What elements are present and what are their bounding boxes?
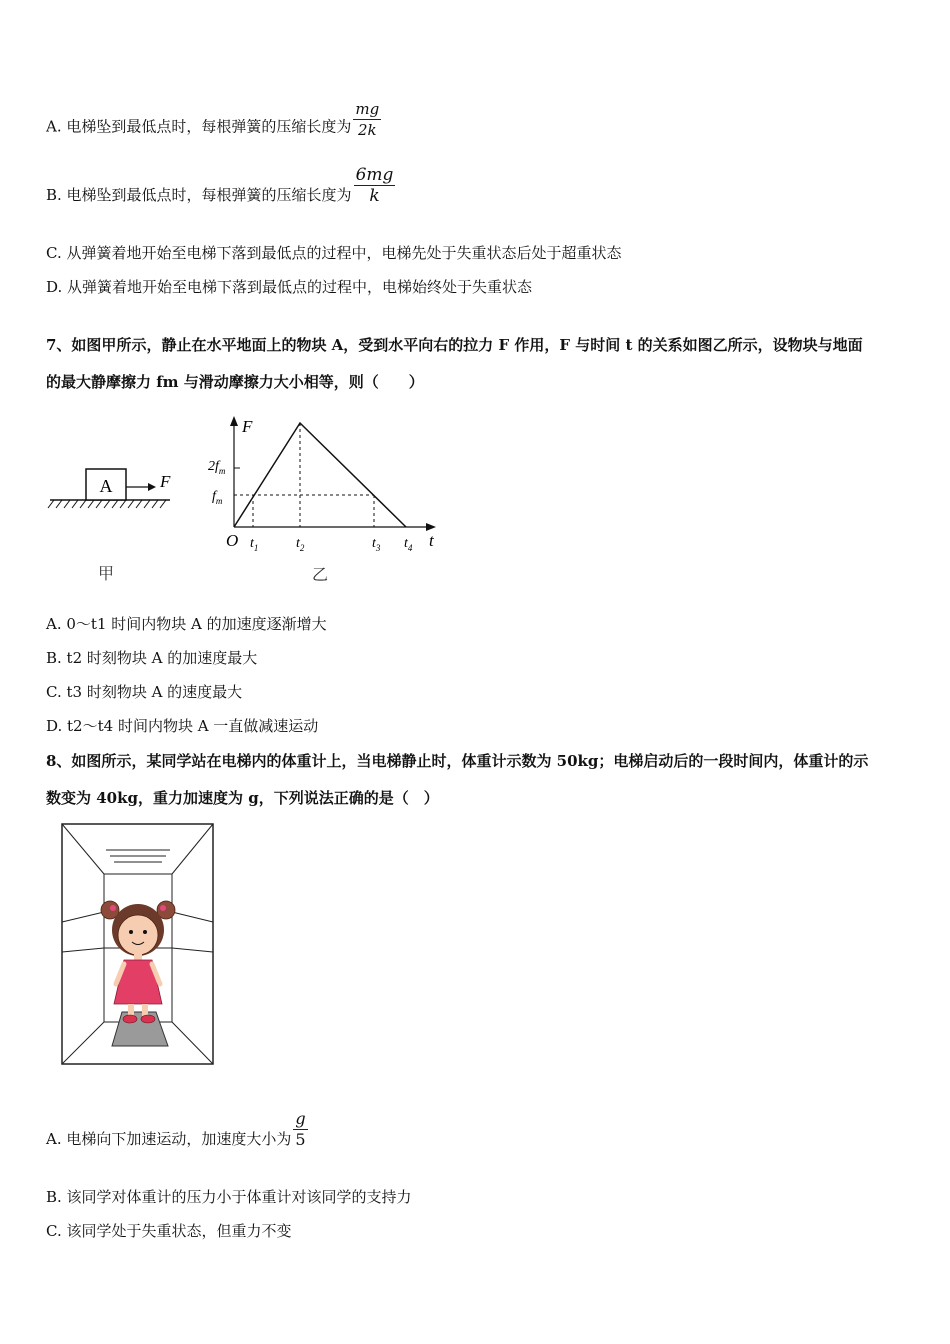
x-tick-t4: $t_4$ xyxy=(404,536,413,553)
q6-option-b xyxy=(46,164,395,206)
q6-option-a xyxy=(46,100,381,140)
fraction-denominator: 5 xyxy=(295,1129,306,1149)
fraction-numerator: 6mg xyxy=(355,164,394,185)
q8-option-c: C. 该同学处于失重状态，但重力不变 xyxy=(46,1222,292,1240)
q7-option-d: D. t2～t4 时间内物块 A 一直做减速运动 xyxy=(46,717,319,735)
block-a-label: A xyxy=(99,476,113,496)
origin-label: O xyxy=(226,531,239,550)
fraction-denominator: k xyxy=(369,185,380,206)
q7-option-a: A. 0～t1 时间内物块 A 的加速度逐渐增大 xyxy=(46,615,327,633)
fraction-numerator: g xyxy=(295,1108,306,1128)
figure-jia xyxy=(40,455,190,590)
x-axis-label: t xyxy=(429,531,434,550)
q6-option-b-text: B. 电梯坠到最低点时，每根弹簧的压缩长度为 xyxy=(46,186,352,204)
q6-option-b-fraction xyxy=(354,165,396,206)
x-tick-t1: $t_1$ xyxy=(250,536,259,553)
q8-option-a-text: A. 电梯向下加速运动，加速度大小为 xyxy=(46,1130,292,1148)
q8-option-a-fraction xyxy=(293,1109,307,1150)
figure-yi-caption: 乙 xyxy=(311,567,329,584)
q6-option-a-fraction xyxy=(353,99,381,140)
q7-option-c: C. t3 时刻物块 A 的速度最大 xyxy=(46,683,243,701)
force-label: F xyxy=(160,472,171,491)
q8-option-a xyxy=(46,1108,308,1150)
x-tick-t2: $t_2$ xyxy=(296,536,305,553)
q6-option-c: C. 从弹簧着地开始至电梯下落到最低点的过程中，电梯先处于失重状态后处于超重状态 xyxy=(46,244,622,262)
figure-jia-caption: 甲 xyxy=(97,566,115,583)
y-axis-label: F xyxy=(242,417,253,436)
q6-option-d: D. 从弹簧着地开始至电梯下落到最低点的过程中，电梯始终处于失重状态 xyxy=(46,278,533,296)
x-tick-t3: $t_3$ xyxy=(372,536,381,553)
figure-yi xyxy=(200,410,450,590)
f-t-curve xyxy=(234,423,406,527)
q6-option-a-text: A. 电梯坠到最低点时，每根弹簧的压缩长度为 xyxy=(46,117,352,136)
q7-stem-line2: 的最大静摩擦力 fm 与滑动摩擦力大小相等，则（ ） xyxy=(46,373,424,391)
q8-stem-line1: 8、如图所示，某同学站在电梯内的体重计上，当电梯静止时，体重计示数为 50kg；电梯启动后的一段时间内，体重计的示 xyxy=(46,752,869,770)
y-tick-2fm: $2f_m$ xyxy=(208,459,226,476)
fraction-denominator: 2k xyxy=(357,121,377,139)
fraction-numerator: mg xyxy=(355,100,380,118)
q8-stem-line2: 数变为 40kg，重力加速度为 g，下列说法正确的是（ ） xyxy=(46,789,439,807)
q8-option-b: B. 该同学对体重计的压力小于体重计对该同学的支持力 xyxy=(46,1188,412,1206)
y-tick-fm: $f_m$ xyxy=(212,489,223,506)
q7-stem-line1: 7、如图甲所示，静止在水平地面上的物块 A，受到水平向右的拉力 F 作用，F 与时间 t 的关系如图乙所示，设物块与地面 xyxy=(46,336,863,354)
q7-option-b: B. t2 时刻物块 A 的加速度最大 xyxy=(46,649,258,667)
elevator-illustration xyxy=(60,822,216,1067)
